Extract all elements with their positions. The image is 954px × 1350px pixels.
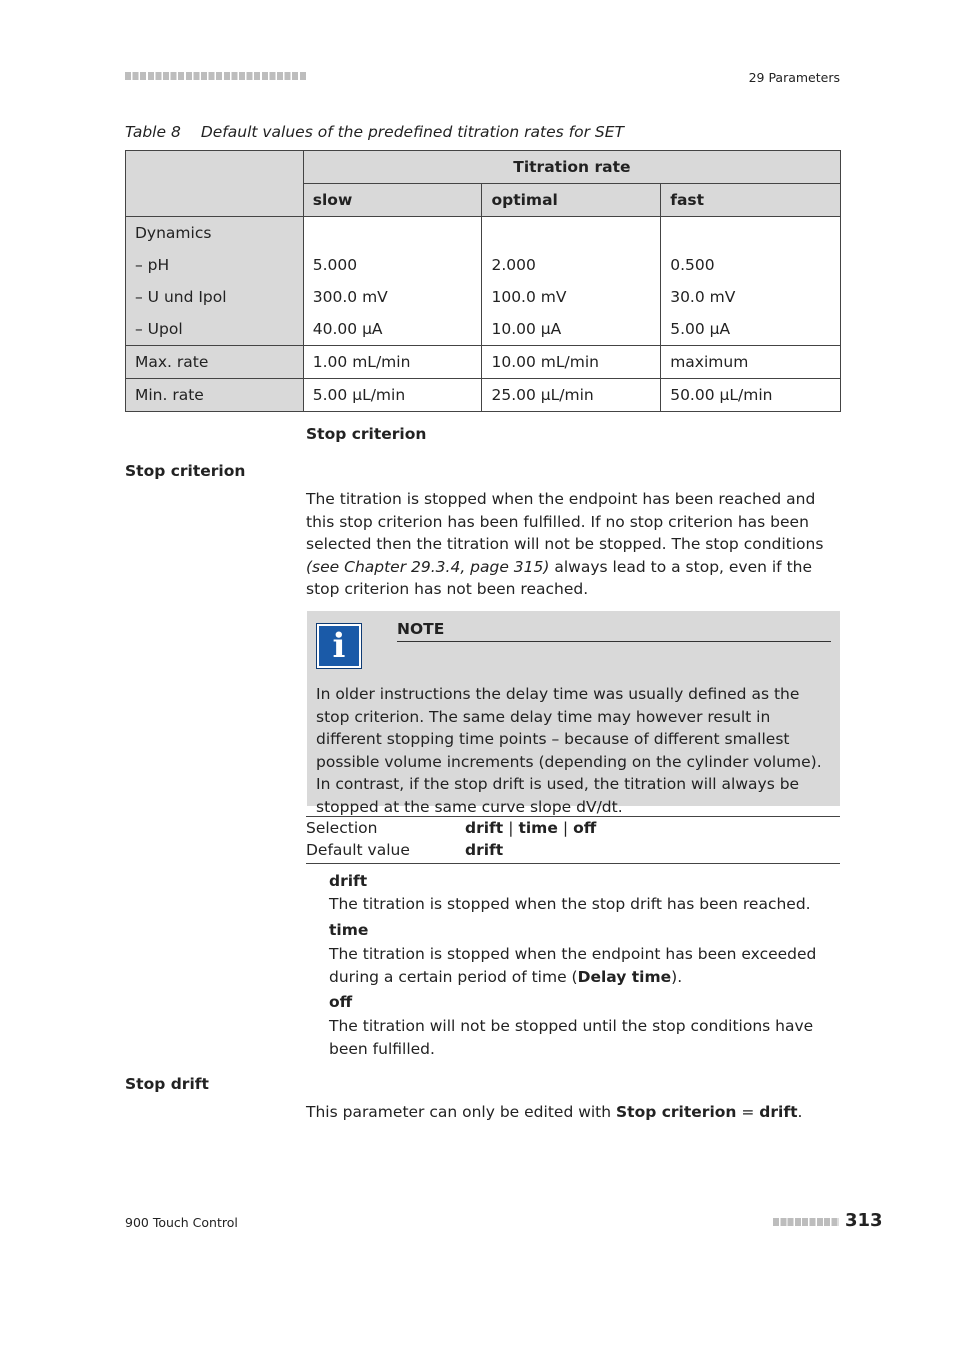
selection-value-drift: drift [465, 819, 504, 837]
table-group-header: Titration rate [303, 151, 840, 184]
label-upol: – Upol [135, 320, 183, 338]
cell-dynamics-optimal [482, 217, 661, 346]
value-ph-optimal: 2.000 [491, 256, 536, 274]
col-header-optimal: optimal [482, 184, 661, 217]
value-min-optimal: 25.00 µL/min [482, 379, 661, 412]
label-ph: – pH [135, 256, 170, 274]
value-ph-fast: 0.500 [670, 256, 715, 274]
heading-stop-drift: Stop drift [125, 1075, 209, 1093]
delay-time-label: Delay time [577, 967, 672, 986]
option-desc-time-end: ). [671, 967, 683, 986]
value-upol-slow: 40.00 µA [312, 320, 383, 338]
equals-sign: = [736, 1103, 760, 1121]
label-u-ipol: – U und Ipol [135, 288, 227, 306]
default-key: Default value [306, 841, 410, 859]
intro-text-end: always lead to a stop, even if the stop criterion has not been reached. [306, 557, 813, 598]
stop-criterion-ref: Stop criterion [616, 1103, 737, 1121]
chapter-reference: (see Chapter 29.3.4, page 315) [306, 557, 550, 576]
option-desc-drift: The titration is stopped when the stop drift has been reached. [329, 895, 811, 913]
default-value: drift [465, 841, 504, 859]
info-icon: i [316, 623, 362, 669]
value-u-slow: 300.0 mV [312, 288, 388, 306]
footer-product: 900 Touch Control [125, 1215, 238, 1230]
value-u-fast: 30.0 mV [670, 288, 736, 306]
option-term-off: off [329, 993, 353, 1011]
titration-rate-table [125, 150, 841, 412]
option-term-drift: drift [329, 872, 368, 890]
value-ph-slow: 5.000 [312, 256, 358, 274]
note-title: NOTE [397, 620, 831, 642]
value-min-slow: 5.00 µL/min [303, 379, 482, 412]
cell-dynamics-slow [303, 217, 482, 346]
section-title: Stop criterion [306, 425, 427, 443]
selection-values [465, 817, 596, 839]
period: . [797, 1103, 803, 1121]
option-term-time: time [329, 921, 369, 939]
separator: | [508, 819, 514, 837]
value-max-optimal: 10.00 mL/min [482, 346, 661, 379]
option-desc-time [329, 943, 841, 988]
header-section: 29 Parameters [748, 70, 840, 85]
selection-value-off: off [573, 819, 597, 837]
table-row-min-rate [126, 379, 841, 412]
intro-text: The titration is stopped when the endpoint has been reached and this stop criterion has been fulfilled. If no stop criterion has been selected then the titration will not be stopped. The stop conditions [306, 490, 824, 553]
table-caption-text: Default values of the predefined titration rates for SET [200, 123, 624, 141]
option-desc-off: The titration will not be stopped until the stop conditions have been fulfilled. [329, 1017, 814, 1058]
separator: | [562, 819, 569, 837]
col-header-slow: slow [303, 184, 482, 217]
row-label-min-rate: Min. rate [126, 379, 304, 412]
value-max-slow: 1.00 mL/min [303, 346, 482, 379]
table-corner [126, 151, 304, 217]
stop-drift-description [306, 1101, 842, 1124]
table-caption [125, 123, 624, 141]
col-header-fast: fast [661, 184, 841, 217]
heading-stop-criterion: Stop criterion [125, 462, 246, 480]
footer-decoration [773, 1218, 839, 1226]
stop-drift-text: This parameter can only be edited with [306, 1103, 617, 1121]
stop-criterion-description [306, 488, 842, 601]
value-max-fast: maximum [661, 346, 841, 379]
value-min-fast: 50.00 µL/min [661, 379, 841, 412]
page-number: 313 [845, 1210, 883, 1231]
table-row-max-rate [126, 346, 841, 379]
selection-value-time: time [518, 819, 558, 837]
row-label-max-rate: Max. rate [126, 346, 304, 379]
label-dynamics: Dynamics [135, 224, 212, 242]
selection-table [306, 816, 840, 864]
value-u-optimal: 100.0 mV [491, 288, 567, 306]
drift-ref: drift [759, 1103, 798, 1121]
option-desc-time-text: The titration is stopped when the endpoint has been exceeded during a certain period of time ( [329, 945, 817, 986]
table-row-dynamics [126, 217, 841, 346]
cell-dynamics-fast [661, 217, 841, 346]
selection-key: Selection [306, 819, 378, 837]
note-box [307, 611, 840, 816]
table-caption-number: Table 8 [125, 123, 181, 141]
row-label-dynamics [126, 217, 304, 346]
header-decoration [125, 72, 307, 80]
value-upol-optimal: 10.00 µA [491, 320, 562, 338]
value-upol-fast: 5.00 µA [670, 320, 731, 338]
note-text: In older instructions the delay time was usually defined as the stop criterion. The same delay time may however result in different stopping time points – because of different smallest possible volume increments (depending on the cylinder volume). In contrast, if the stop drift is used, the titration will always be stopped at the same curve slope dV/dt. [316, 685, 822, 816]
